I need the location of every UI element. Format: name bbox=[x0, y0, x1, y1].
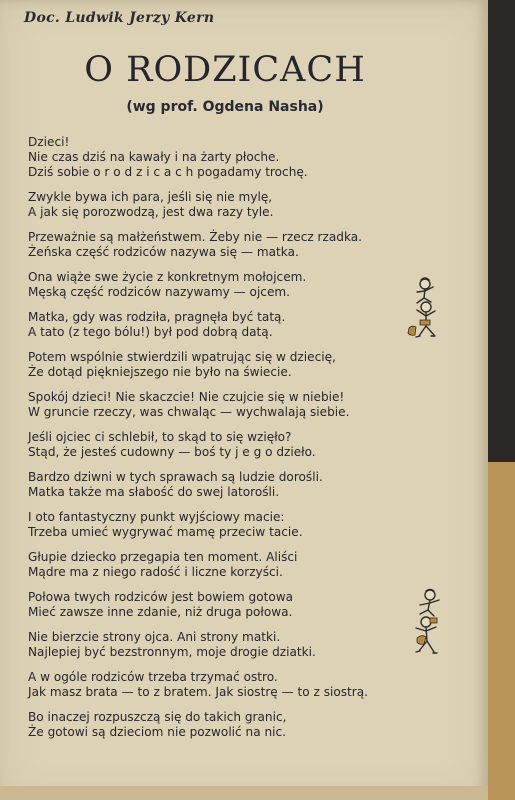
poem-stanza bbox=[28, 470, 473, 500]
poem-stanza bbox=[28, 710, 473, 740]
page-bottom-edge bbox=[0, 786, 488, 800]
poem-line: Jeśli ojciec ci schlebił, to skąd to się wzięło? bbox=[28, 430, 292, 444]
poem-stanza bbox=[28, 135, 473, 180]
poem-line: Zwykle bywa ich para, jeśli się nie mylę, bbox=[28, 190, 273, 204]
article-title: O RODZICACH bbox=[84, 50, 366, 90]
child-on-parent-shoulders-icon bbox=[400, 276, 446, 342]
poem-line: Bo inaczej rozpuszczą się do takich granic, bbox=[28, 710, 287, 724]
poem-line: Spokój dzieci! Nie skaczcie! Nie czujcie się w niebie! bbox=[28, 390, 345, 404]
poem-line: Nie bierzcie strony ojca. Ani strony matki. bbox=[28, 630, 281, 644]
poem-line: A jak się porozwodzą, jest dwa razy tyle. bbox=[28, 205, 274, 219]
poem-stanza bbox=[28, 350, 473, 380]
poem-line: A w ogóle rodziców trzeba trzymać ostro. bbox=[28, 670, 278, 684]
poem-line: Stąd, że jesteś cudowny — boś ty j e g o dzieło. bbox=[28, 445, 316, 459]
poem-line: Najlepiej być bezstronnym, moje drogie dziatki. bbox=[28, 645, 316, 659]
poem-line: Że dotąd piękniejszego nie było na świecie. bbox=[28, 365, 292, 379]
poem-line: W gruncie rzeczy, was chwaląc — wychwalają siebie. bbox=[28, 405, 350, 419]
poem-stanza bbox=[28, 230, 473, 260]
background-dark-strip bbox=[488, 0, 515, 462]
poem-stanza bbox=[28, 190, 473, 220]
poem-line: Męską część rodziców nazywamy — ojcem. bbox=[28, 285, 291, 299]
author-byline: Doc. Ludwik Jerzy Kern bbox=[24, 10, 215, 26]
poem-line: Dzieci! bbox=[28, 135, 70, 149]
poem-line: A tato (z tego bólu!) był pod dobrą datą. bbox=[28, 325, 273, 339]
poem-line: Ona wiąże swe życie z konkretnym mołojcem. bbox=[28, 270, 307, 284]
article-subtitle: (wg prof. Ogdena Nasha) bbox=[126, 99, 324, 115]
poem-stanza bbox=[28, 430, 473, 460]
poem-line: Mądre ma z niego radość i liczne korzyści. bbox=[28, 565, 283, 579]
poem-line: Nie czas dziś na kawały i na żarty płoche. bbox=[28, 150, 280, 164]
background-tan-strip bbox=[488, 462, 515, 800]
poem-line: Połowa twych rodziców jest bowiem gotowa bbox=[28, 590, 294, 604]
poem-stanza bbox=[28, 550, 473, 580]
poem-line: Trzeba umieć wygrywać mamę przeciw tacie. bbox=[28, 525, 303, 539]
poem-stanza bbox=[28, 390, 473, 420]
poem-line: Matka, gdy was rodziła, pragnęła być tatą. bbox=[28, 310, 286, 324]
poem-line: Głupie dziecko przegapia ten moment. Aliści bbox=[28, 550, 298, 564]
poem-stanza bbox=[28, 510, 473, 540]
poem-stanza bbox=[28, 670, 473, 700]
poem-line: Mieć zawsze inne zdanie, niż druga połowa. bbox=[28, 605, 293, 619]
child-balancing-on-parent-icon bbox=[402, 588, 452, 660]
poem-line: I oto fantastyczny punkt wyjściowy macie: bbox=[28, 510, 285, 524]
poem-line: Że gotowi są dzieciom nie pozwolić na nic. bbox=[28, 725, 286, 739]
poem-line: Bardzo dziwni w tych sprawach są ludzie dorośli. bbox=[28, 470, 323, 484]
poem-line: Dziś sobie o r o d z i c a c h pogadamy trochę. bbox=[28, 165, 308, 179]
poem-line: Potem wspólnie stwierdzili wpatrując się w dziecię, bbox=[28, 350, 336, 364]
poem-line: Żeńska część rodziców nazywa się — matka. bbox=[28, 245, 299, 259]
poem-line: Matka także ma słabość do swej latorośli. bbox=[28, 485, 280, 499]
poem-line: Jak masz brata — to z bratem. Jak siostrę — to z siostrą. bbox=[28, 685, 369, 699]
poem-line: Przeważnie są małżeństwem. Żeby nie — rzecz rzadka. bbox=[28, 230, 362, 244]
